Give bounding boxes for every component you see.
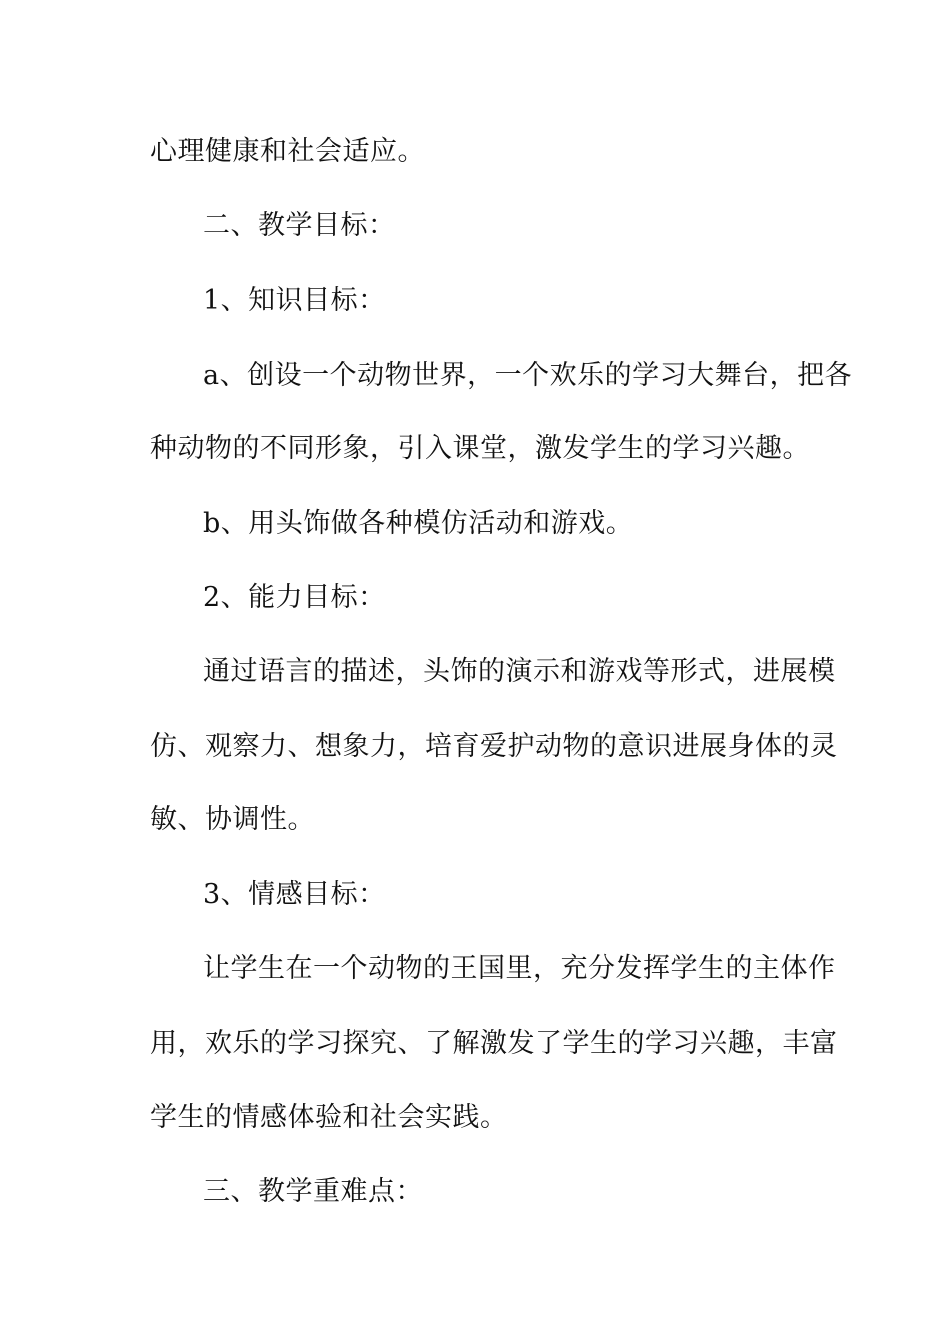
subheading-emotion-goals: 3、情感目标：	[203, 879, 386, 910]
paragraph-line: 让学生在一个动物的王国里，充分发挥学生的主体作	[203, 953, 836, 984]
section-heading-key-points: 三、教学重难点：	[203, 1176, 423, 1207]
subheading-knowledge-goals: 1、知识目标：	[203, 285, 386, 316]
paragraph-line: 种动物的不同形象，引入课堂，激发学生的学习兴趣。	[150, 433, 810, 464]
section-heading-objectives: 二、教学目标：	[203, 210, 396, 241]
paragraph-line: 敏、协调性。	[150, 804, 315, 835]
paragraph-continuation: 心理健康和社会适应。	[150, 136, 425, 167]
paragraph-line: 仿、观察力、想象力，培育爱护动物的意识进展身体的灵	[150, 731, 838, 762]
paragraph-line: 通过语言的描述，头饰的演示和游戏等形式，进展模	[203, 656, 836, 687]
paragraph-line: 学生的情感体验和社会实践。	[150, 1102, 508, 1133]
paragraph-line: 用，欢乐的学习探究、了解激发了学生的学习兴趣，丰富	[150, 1028, 838, 1059]
subheading-ability-goals: 2、能力目标：	[203, 582, 386, 613]
paragraph-line: a、创设一个动物世界，一个欢乐的学习大舞台，把各	[203, 360, 853, 391]
paragraph-line: b、用头饰做各种模仿活动和游戏。	[203, 508, 634, 539]
